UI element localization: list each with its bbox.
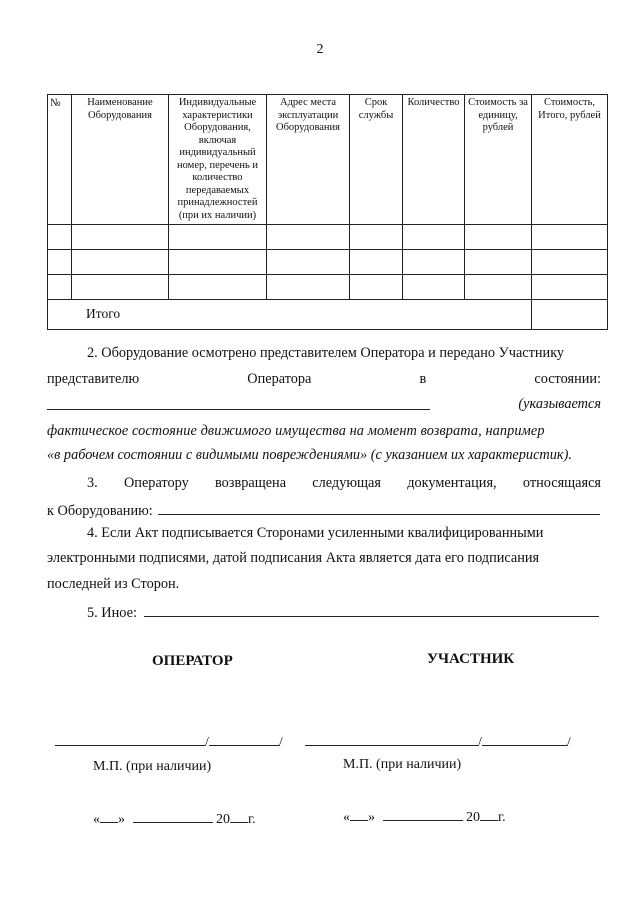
table-cell[interactable] [403,250,465,275]
p5-line [47,602,601,623]
table-cell[interactable] [267,225,350,250]
col-header-unit-cost: Стоимость за единицу, рублей [465,95,532,225]
table-total-row [48,300,608,330]
year-prefix: 20 [466,810,480,825]
year-prefix: 20 [216,812,230,827]
documentation-field[interactable] [158,500,600,515]
operator-date-line [93,808,256,828]
table-cell[interactable] [350,250,403,275]
col-header-number: № [48,95,72,225]
operator-stamp-label: М.П. (при наличии) [93,759,212,774]
p2-line5: «в рабочем состоянии с видимыми повреждениями» (с указанием их характеристик). [47,447,572,463]
p3-word: относящаяся [522,475,601,491]
table-cell[interactable] [267,250,350,275]
p2-line4: фактическое состояние движимого имущества на момент возврата, например [47,423,545,439]
operator-title: ОПЕРАТОР [152,653,233,669]
operator-signature-field[interactable] [55,731,205,746]
p2-word: состоянии: [534,371,601,387]
p2-line1: 2. Оборудование осмотрено представителем Оператора и передано Участнику [87,345,565,361]
participant-month-field[interactable] [383,806,463,821]
table-cell[interactable] [72,275,169,300]
p3-line2 [47,500,601,521]
table-cell[interactable] [532,275,608,300]
table-cell[interactable] [72,250,169,275]
year-suffix: г. [248,812,256,827]
p3-word: документация, [407,475,497,491]
operator-month-field[interactable] [133,808,213,823]
p5-label: 5. Иное: [87,605,137,621]
table-cell[interactable] [48,225,72,250]
col-header-name: Наименование Оборудования [72,95,169,225]
participant-name-field[interactable] [482,731,567,746]
participant-signature-line: / / [305,731,571,751]
p3-label: к Оборудованию: [47,503,153,519]
table-cell[interactable] [48,250,72,275]
table-row [48,250,608,275]
p3-word: Оператору [123,475,189,491]
table-cell[interactable] [532,250,608,275]
date-open-quote: « [93,812,100,827]
table-cell[interactable] [532,225,608,250]
p2-word: Оператора [247,371,312,387]
table-row [48,225,608,250]
p4-line1: 4. Если Акт подписывается Сторонами усиленными квалифицированными [87,525,544,541]
table-cell[interactable] [403,225,465,250]
operator-signature-line: / / [55,731,283,751]
table-cell[interactable] [465,225,532,250]
table-header-row [48,95,608,225]
table-cell[interactable] [465,275,532,300]
col-header-quantity: Количество [403,95,465,225]
table-cell[interactable] [350,225,403,250]
date-close-quote: » [368,810,375,825]
p3-word: возвращена [215,475,287,491]
table-cell[interactable] [267,275,350,300]
p3-word: 3. [87,475,98,491]
table-row [48,275,608,300]
date-open-quote: « [343,810,350,825]
total-label: Итого [48,300,532,330]
col-header-total-cost: Стоимость, Итого, рублей [532,95,608,225]
operator-name-field[interactable] [209,731,279,746]
equipment-table [47,94,608,330]
p2-word: представителю [47,371,140,387]
col-header-characteristics: Индивидуальные характеристики Оборудования, включая индивидуальный номер, перечень и количество передаваемых принадлежностей (при их наличии) [169,95,267,225]
table-cell[interactable] [169,275,267,300]
p2-line3 [47,395,601,416]
table-cell[interactable] [48,275,72,300]
col-header-address: Адрес места эксплуатации Оборудования [267,95,350,225]
other-field[interactable] [144,602,599,617]
participant-day-field[interactable] [350,806,368,821]
participant-stamp-label: М.П. (при наличии) [343,757,462,772]
p3-line1 [47,474,601,493]
p2-line2 [47,370,601,389]
date-close-quote: » [118,812,125,827]
p4-line2: электронными подписями, датой подписания Акта является дата его подписания [47,550,540,566]
operator-year-field[interactable] [230,808,248,823]
table-cell[interactable] [72,225,169,250]
p2-note-start: (указывается [518,396,601,412]
p2-word: в [419,371,427,387]
operator-day-field[interactable] [100,808,118,823]
table-cell[interactable] [403,275,465,300]
participant-signature-field[interactable] [305,731,478,746]
year-suffix: г. [498,810,506,825]
condition-field[interactable] [47,395,430,410]
total-value-cell[interactable] [532,300,608,330]
table-cell[interactable] [169,225,267,250]
col-header-service-life: Срок службы [350,95,403,225]
table-cell[interactable] [350,275,403,300]
p4-line3: последней из Сторон. [47,576,180,592]
table-cell[interactable] [465,250,532,275]
p3-word: следующая [312,475,381,491]
table-cell[interactable] [169,250,267,275]
participant-year-field[interactable] [480,806,498,821]
page-number: 2 [316,42,324,57]
participant-date-line [343,806,506,826]
participant-title: УЧАСТНИК [427,651,515,667]
